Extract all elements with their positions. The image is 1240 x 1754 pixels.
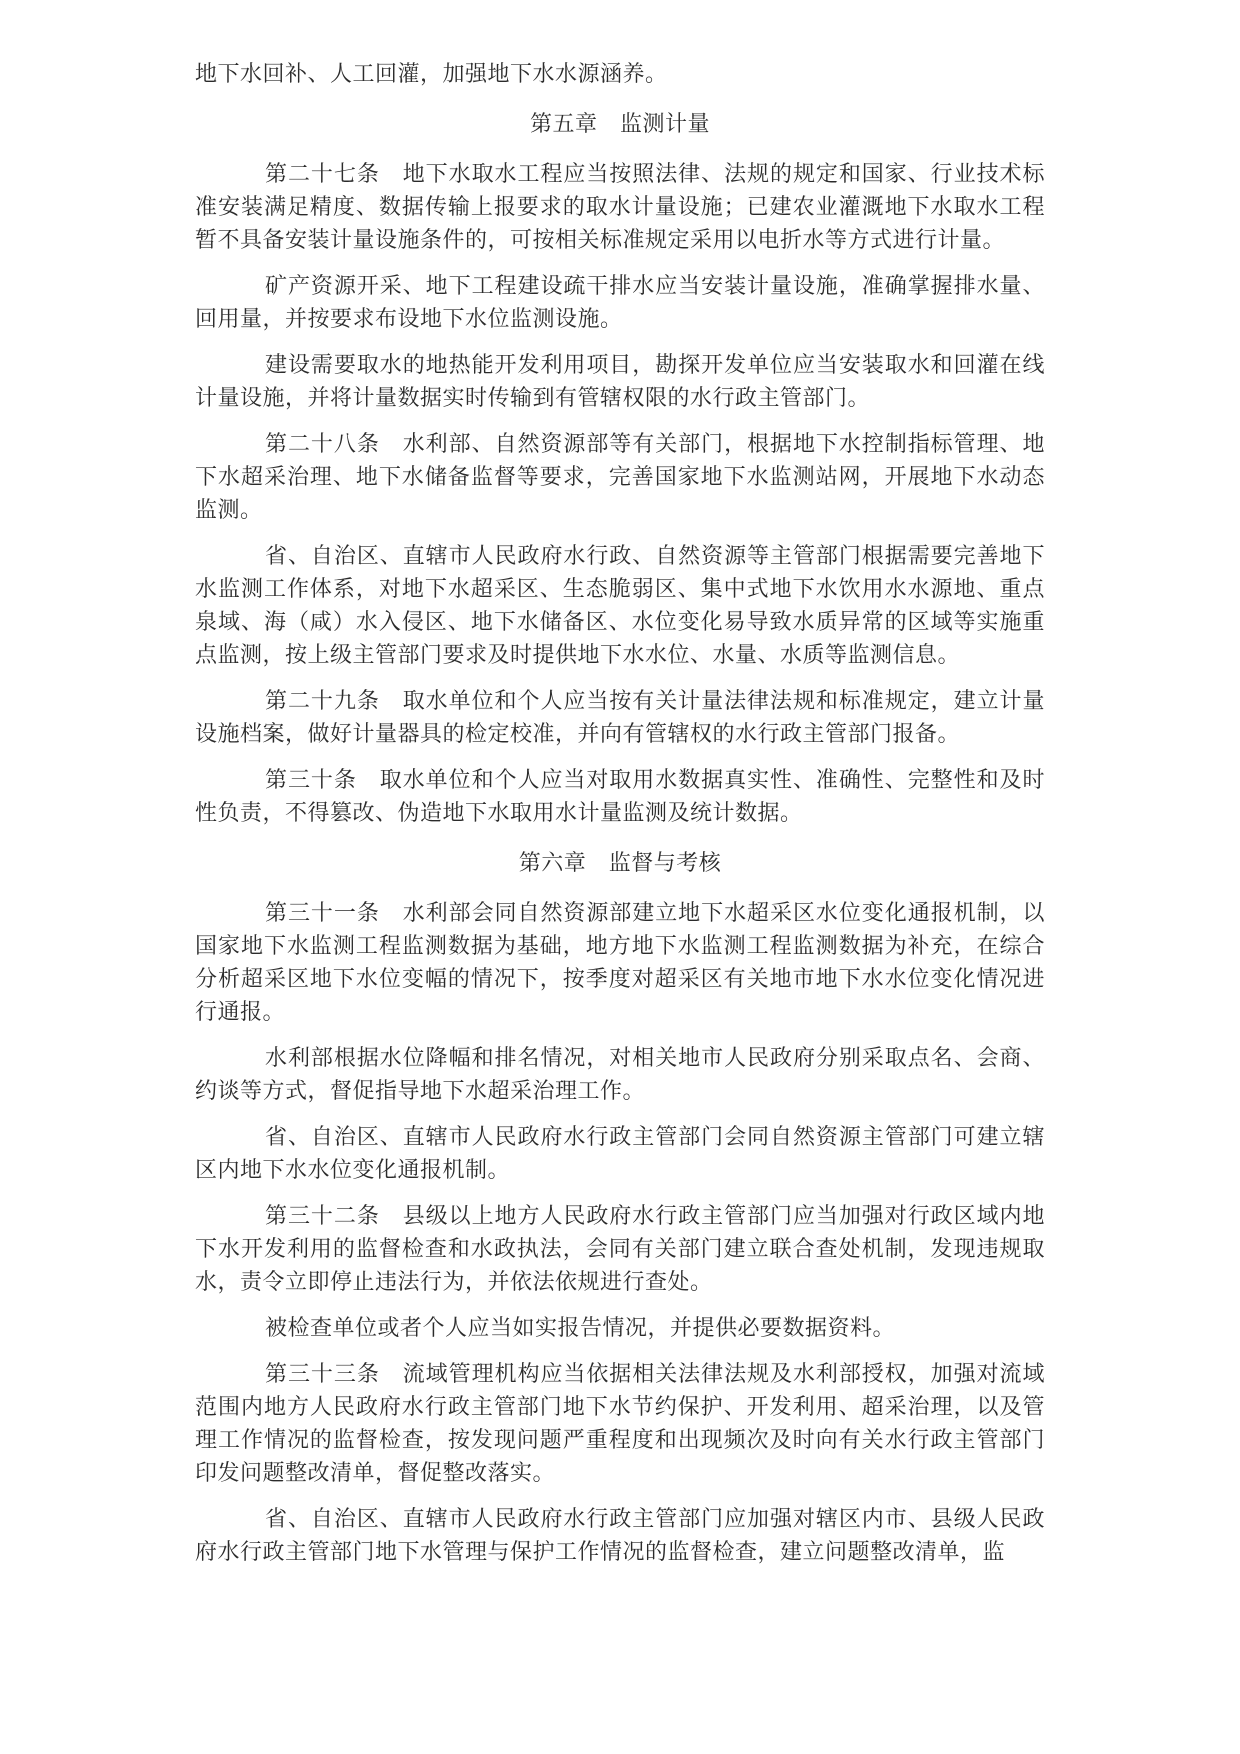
article-27-paragraph: 第二十七条 地下水取水工程应当按照法律、法规的规定和国家、行业技术标准安装满足精度、数据传输上报要求的取水计量设施；已建农业灌溉地下水取水工程暂不具备安装计量设施条件的，可按相关标准规定采用以电折水等方式进行计量。	[195, 161, 1045, 252]
chapter-6-section	[195, 846, 1045, 1568]
article-29-paragraph: 第二十九条 取水单位和个人应当按有关计量法律法规和标准规定，建立计量设施档案，做好计量器具的检定校准，并向有管辖权的水行政主管部门报备。	[195, 688, 1045, 746]
article-32-paragraph: 第三十二条 县级以上地方人民政府水行政主管部门应当加强对行政区域内地下水开发利用的监督检查和水政执法，会同有关部门建立联合查处机制，发现违规取水，责令立即停止违法行为，并依法依规进行查处。	[195, 1203, 1045, 1294]
article-28-paragraph-2: 省、自治区、直辖市人民政府水行政、自然资源等主管部门根据需要完善地下水监测工作体系，对地下水超采区、生态脆弱区、集中式地下水饮用水水源地、重点泉域、海（咸）水入侵区、地下水储备区、水位变化易导致水质异常的区域等实施重点监测，按上级主管部门要求及时提供地下水水位、水量、水质等监测信息。	[195, 543, 1045, 667]
chapter-6-heading: 第六章 监督与考核	[518, 850, 722, 875]
leading-paragraph: 地下水回补、人工回灌，加强地下水水源涵养。	[195, 61, 668, 86]
article-31-paragraph-2: 水利部根据水位降幅和排名情况，对相关地市人民政府分别采取点名、会商、约谈等方式，督促指导地下水超采治理工作。	[195, 1045, 1045, 1103]
article-27-paragraph-2: 矿产资源开采、地下工程建设疏干排水应当安装计量设施，准确掌握排水量、回用量，并按要求布设地下水位监测设施。	[195, 273, 1045, 331]
article-31-paragraph: 第三十一条 水利部会同自然资源部建立地下水超采区水位变化通报机制，以国家地下水监测工程监测数据为基础，地方地下水监测工程监测数据为补充，在综合分析超采区地下水位变幅的情况下，按季度对超采区有关地市地下水水位变化情况进行通报。	[195, 900, 1045, 1024]
article-33-paragraph: 第三十三条 流域管理机构应当依据相关法律法规及水利部授权，加强对流域范围内地方人民政府水行政主管部门地下水节约保护、开发利用、超采治理，以及管理工作情况的监督检查，按发现问题严重程度和出现频次及时向有关水行政主管部门印发问题整改清单，督促整改落实。	[195, 1361, 1045, 1485]
article-27-paragraph-3: 建设需要取水的地热能开发利用项目，勘探开发单位应当安装取水和回灌在线计量设施，并将计量数据实时传输到有管辖权限的水行政主管部门。	[195, 352, 1045, 410]
chapter-5-section	[195, 107, 1045, 829]
article-32-paragraph-2: 被检查单位或者个人应当如实报告情况，并提供必要数据资料。	[265, 1315, 896, 1340]
chapter-5-heading: 第五章 监测计量	[529, 111, 710, 136]
article-33-paragraph-2: 省、自治区、直辖市人民政府水行政主管部门应加强对辖区内市、县级人民政府水行政主管部门地下水管理与保护工作情况的监督检查，建立问题整改清单，监	[195, 1506, 1045, 1564]
article-31-paragraph-3: 省、自治区、直辖市人民政府水行政主管部门会同自然资源主管部门可建立辖区内地下水水位变化通报机制。	[195, 1124, 1045, 1182]
article-30-paragraph: 第三十条 取水单位和个人应当对取用水数据真实性、准确性、完整性和及时性负责，不得篡改、伪造地下水取用水计量监测及统计数据。	[195, 767, 1045, 825]
article-28-paragraph: 第二十八条 水利部、自然资源部等有关部门，根据地下水控制指标管理、地下水超采治理、地下水储备监督等要求，完善国家地下水监测站网，开展地下水动态监测。	[195, 431, 1045, 522]
